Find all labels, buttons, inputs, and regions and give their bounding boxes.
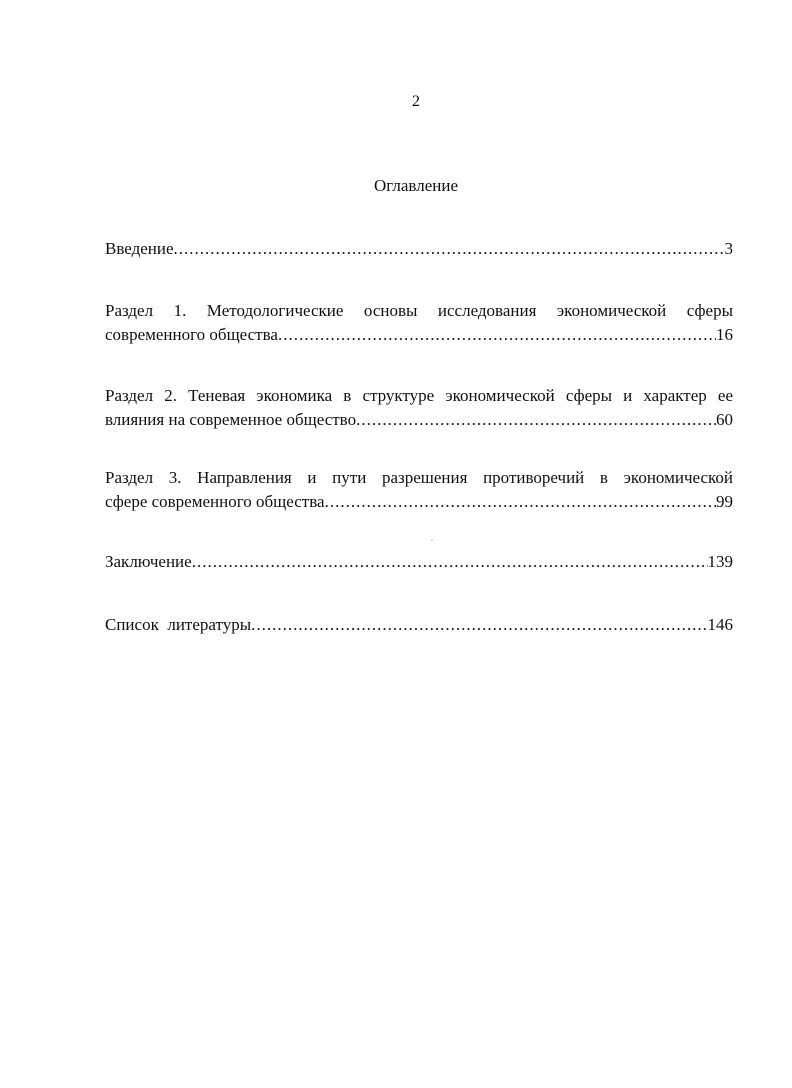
toc-entry-line [105, 408, 733, 432]
toc-title: Оглавление [374, 176, 458, 195]
toc-entry-section-3 [105, 466, 733, 514]
scan-speck [431, 540, 433, 541]
toc-entry-title-line1: Раздел 3. Направления и пути разрешения противоречий в экономической [105, 468, 733, 487]
toc-entry-title: Заключение [105, 552, 192, 571]
toc-entry-title-line2: сфере современного общества [105, 492, 325, 511]
toc-entry-title-line2: влияния на современное общество [105, 410, 357, 429]
toc-entry-line [105, 613, 733, 637]
toc-entry-title-line1: Раздел 1. Методологические основы исследования экономической сферы [105, 301, 733, 320]
toc-entry-section-2 [105, 384, 733, 432]
dot-leader [192, 550, 708, 574]
toc-entry-page: 16 [716, 325, 733, 344]
dot-leader [278, 323, 716, 347]
toc-entry-title-line2: современного общества [105, 325, 278, 344]
page-number: 2 [412, 93, 420, 110]
toc-entry-bibliography [105, 613, 733, 637]
toc-entry-page: 139 [707, 552, 733, 571]
dot-leader [356, 408, 716, 432]
dot-leader [251, 613, 707, 637]
toc-entry-title-line1: Раздел 2. Теневая экономика в структуре экономической сферы и характер ее [105, 386, 733, 405]
toc-entry-page: 3 [724, 239, 733, 258]
toc-entry-line [105, 237, 733, 261]
toc-entry-title: Список литературы [105, 615, 252, 634]
toc-entry-introduction [105, 237, 733, 261]
toc-entry-conclusion [105, 550, 733, 574]
toc-entry-section-1 [105, 299, 733, 347]
toc-entry-line [105, 323, 733, 347]
toc-entry-line [105, 550, 733, 574]
toc-entry-line [105, 490, 733, 514]
toc-entry-title: Введение [105, 239, 174, 258]
toc-entry-page: 60 [716, 410, 733, 429]
toc-entry-page: 99 [716, 492, 733, 511]
dot-leader [325, 490, 716, 514]
dot-leader [174, 237, 725, 261]
toc-entry-page: 146 [707, 615, 733, 634]
